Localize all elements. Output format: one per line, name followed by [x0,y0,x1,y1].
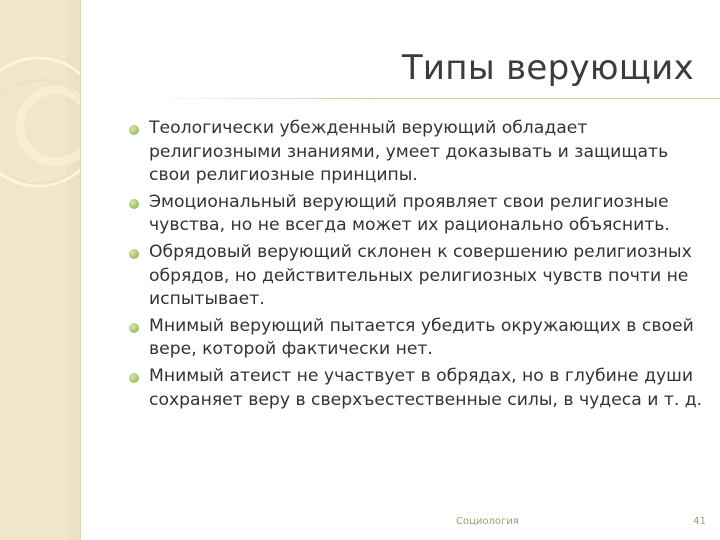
bullet-dot-icon [129,199,139,209]
bullet-list [129,117,704,415]
bullet-text: Теологически убежденный верующий обладает религиозными знаниями, умеет доказывать и защищать свои религиозные принципы. [149,118,669,186]
circle-ornament-icon [0,0,81,540]
bullet-item [129,191,704,238]
bullet-dot-icon [129,323,139,333]
bullet-dot-icon [129,373,139,383]
bullet-item [129,117,704,188]
bullet-item [129,315,704,362]
bullet-item [129,241,704,312]
footer-subject: Социология [456,516,519,527]
slide-title: Типы верующих [401,48,694,88]
bullet-text: Обрядовый верующий склонен к совершению религиозных обрядов, но действительных религиозных чувств почти не испытывает. [149,241,692,310]
sidebar-edge [80,0,81,540]
title-divider [150,98,720,99]
decorative-sidebar [0,0,81,540]
bullet-dot-icon [129,249,139,259]
bullet-text: Мнимый атеист не участвует в обрядах, но в глубине души сохраняет веру в сверхъестественные силы, в чудеса и т. д. [149,365,703,410]
bullet-text: Мнимый верующий пытается убедить окружающих в своей вере, которой фактически нет. [149,315,694,360]
bullet-text: Эмоциональный верующий проявляет свои религиозные чувства, но не всегда может их рационально объяснить. [149,191,670,236]
page-number: 41 [693,516,706,527]
bullet-item [129,365,704,412]
bullet-dot-icon [129,125,139,135]
